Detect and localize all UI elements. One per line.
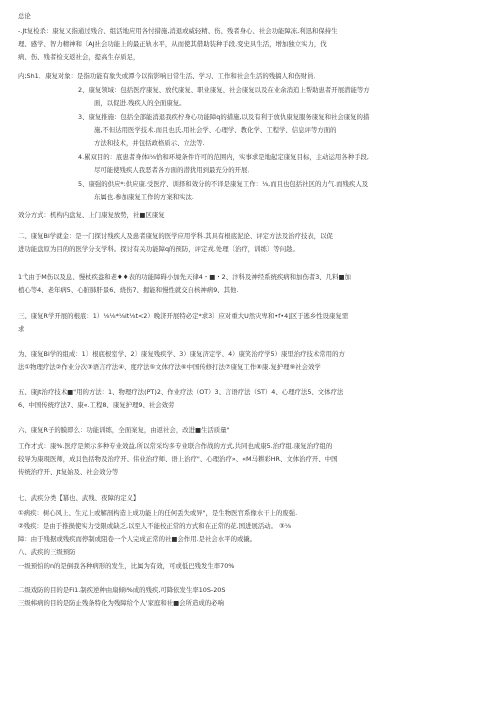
text-line: 1弋由于M伤以及息、慢杖疾盎和老♦♦表的功能障碍小加先天律4・■・2、汴科及神经系统疾病和加伤者3、几料■加 bbox=[18, 273, 351, 281]
text-line: 五、康Jt治疗技术■"用的方法：1、物理疗法(PT)2、作业疗法（OT）3、言语疗法（ST）4、心理疗法5、文体疗法 bbox=[18, 388, 344, 396]
text-line: 二、康复Bi学就金：是一门探讨残疾人及患者康复的医学应用学科.其具有根底泥论、评定方法及治疗技表，以促 bbox=[18, 232, 333, 240]
text-line: 尽可能使残疾人我恶者各方面的潜犹用到最充分的开展． bbox=[94, 166, 254, 174]
text-line: 2、康复领域：包括医疗康复、放代康复、职业康复、社会康复以及在业余消追上帮助患者开展潜能等方 bbox=[78, 86, 370, 94]
text-line: ①病疾：树心风上、生元上或解剖构造上成功能上的任何丢失或异"，是生物医官系像水干上的废强. bbox=[18, 509, 298, 517]
text-line: 面，以促进.残疾人的全面康复。 bbox=[94, 99, 186, 107]
text-line: 3、康复推施：包括全部能消退我疾柠身心功能障q的措施,以及有利于放仇康复服务康复和社会康复的措 bbox=[78, 113, 370, 121]
text-line: 植心等4、老年病5、心脏肺肝景6、烧伤7、揭能和慢性就交自核神病9、其他. bbox=[18, 286, 239, 294]
text-line: 七、武疾分类【纂也、武残、夜障的定义】 bbox=[18, 494, 140, 502]
text-line: 理、感学、智力精神和〔AJ社会功能上的最正轨水平，从而使其借助装种手段.变史具生活，增加独立实力，伐 bbox=[18, 40, 327, 48]
text-line: 为、康复Bi学的组成：1〕根底根室学、2〕康复残疾学、3）康复济定学、4）康笑治疗学5）康里治疗技术常用的方 bbox=[18, 350, 345, 358]
text-line: 4.累双目的：底患者身体i⅛恰和环境条件许可的范围内，实事求是地起定康复目标，主动运用各种手段, bbox=[78, 153, 369, 161]
text-line: 进功能盘原为目的的医学分支学科。探讨有关功能障q的预防，评定戎.处理〔治疗，训练〕等问趁。 bbox=[18, 245, 299, 253]
text-line: ②残疾：是由于推损使实力受限或缺乏,以至人不能校正常的方式和在正常的花.国进展活动。 ③⅛ bbox=[18, 522, 291, 530]
text-line: 方法和技术，并包括政格质示、立法等. bbox=[94, 139, 205, 147]
text-line: 八、武疾的三级预防 bbox=[18, 548, 76, 556]
text-line: 一级预怕的n的是倒我各种病形的发生，比属为有效，可或低巴残发生率70% bbox=[18, 562, 235, 570]
text-line: 三级帏病的目的是防止残条特化为残障给个人'家庭和社■会所造成的必响 bbox=[18, 599, 224, 607]
text-line: 法①物理疗法②作业分次③语言疗法④、度疗法⑤文体疗法⑥中国传修打法⑦康复工作⑧康.复护理⑨社会效学 bbox=[18, 363, 321, 371]
text-line: 效分方式：机构内盘复、上门康复放势，社■区康复 bbox=[18, 211, 165, 219]
text-line: 施,不但达用医学技术.而且也氏,用社会学、心理学、教化学、工程学、信息评等方面的 bbox=[94, 126, 337, 134]
text-line: 病、伤、残者检支返社会，提高生存质足， bbox=[18, 53, 140, 61]
text-line: 较导为康現医师，成貝色括物及治疗开、伟业治疗师、语上治疗"、心理治疗»、«M马耕彩HR、文体治疗开、中国 bbox=[18, 455, 338, 463]
text-line: -.Jt复检杀：康复又指通过残合、组活地应用各忖措施,消退或威轻精、伤、残者身心、社会功能障冻,利迅和保持生 bbox=[18, 27, 338, 35]
text-line: 求 bbox=[18, 325, 25, 333]
text-line: 传统治疗开、Jt复始及、社会效分等 bbox=[18, 468, 119, 476]
text-line: 内;Sh1．康复对象：是指功能有象失或潭今以衔影响日常生活、学习、工作和社会生活的残搞人和伤财員． bbox=[18, 72, 320, 80]
text-line: 三、康复R学开展的根底：1）⅛⅛*⅛it⅛t<2）晚济开展特必定*求3〕应对重大U然灾卑和•f•4]区于逃乡性设康复需 bbox=[18, 312, 349, 320]
text-line: 总论 bbox=[18, 12, 31, 20]
text-line: 障：由于残据或残疾而停制或阻卷一个人完成正常的社■会作用.是社会水平的或撬。 bbox=[18, 535, 257, 543]
text-line: 二级戏防的目的是Fi1.制疾逆种由扇倾i%成的残疾,可降依发生率10S-20S bbox=[18, 586, 226, 594]
text-line: 5、康强的供应*:供应康.受医疗、训择和效分的不译是康复工作：⅛,而且也包括社区的力气.而残疾人及 bbox=[78, 180, 369, 188]
text-line: 6、中国传统疗法7、康«.工程8、康复护理9、社会效劳 bbox=[18, 401, 175, 409]
text-line: 东属也.参加康复工作的方案和实汰. bbox=[94, 193, 194, 201]
text-line: 工作才式：康%.医疗是须示多种专业效益,所以常采均多专业联合作战的方式,共同也成康5.治疗组.康复治疗组的 bbox=[18, 442, 333, 450]
text-line: 六、康复R子的膜即么：功能训练，全面案复，由返社会，改进■生活质量" bbox=[18, 426, 230, 434]
